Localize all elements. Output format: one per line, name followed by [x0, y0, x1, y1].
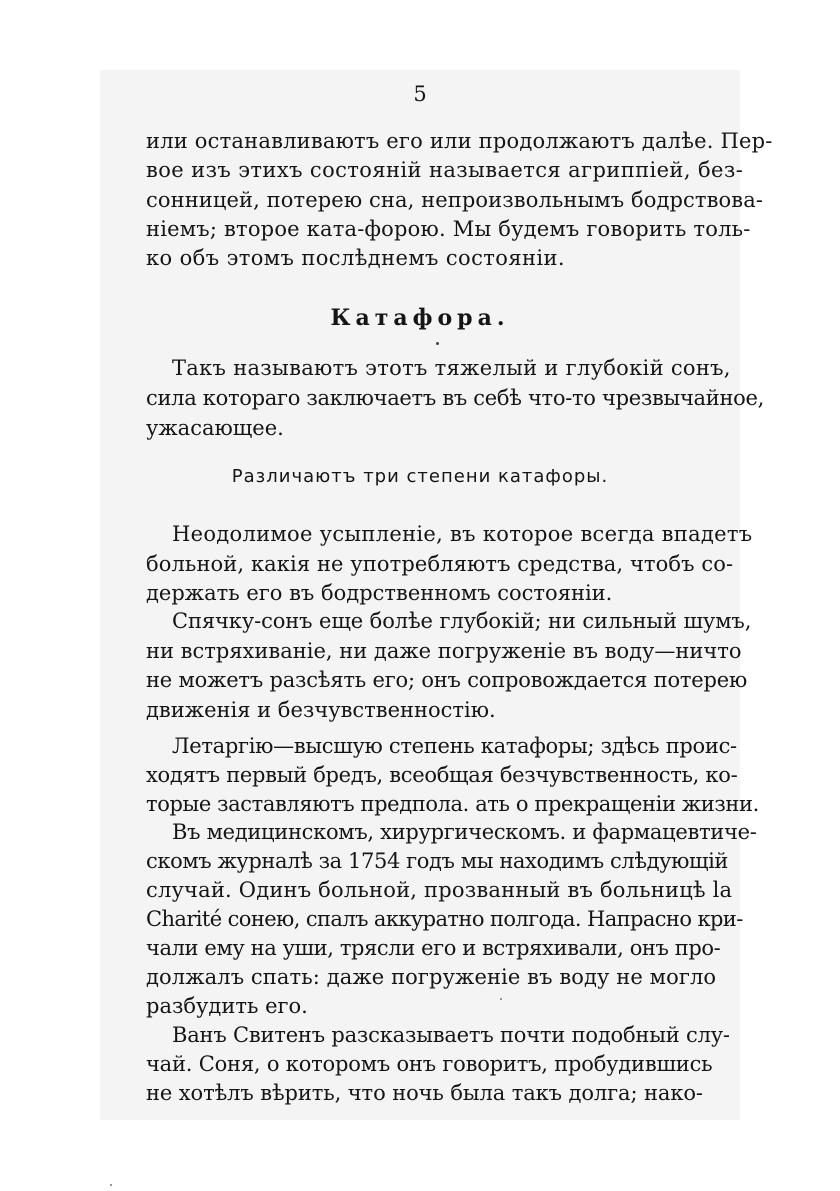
text-line: Неодолимое усыпленiе, въ которое всегда впадетъ [172, 522, 753, 546]
text-line: ходятъ первый бредъ, всеобщая безчувственность, ко- [146, 763, 738, 787]
text-line: скомъ журналѣ за 1754 годъ мы находимъ слѣдующiй [146, 849, 728, 873]
text-line: вое изъ этихъ состоянiй называется агриппiей, без- [146, 158, 744, 182]
text-line: ужасающее. [146, 416, 284, 440]
text-line: держать его въ бодрственномъ состоянiи. [146, 581, 613, 605]
text-line: нiемъ; второе ката-форою. Мы будемъ говорить толь- [146, 217, 751, 241]
text-line: чай. Соня, о которомъ онъ говоритъ, пробудившись [146, 1052, 713, 1076]
text-line: случай. Одинъ больной, прозванный въ больницѣ la [146, 878, 733, 902]
text-line: движенiя и безчувственностiю. [146, 698, 496, 722]
text-line: разбудить его. [146, 994, 308, 1018]
text-line: больной, какiя не употребляютъ средства, чтобъ со- [146, 552, 734, 576]
text-line: Такъ называютъ этотъ тяжелый и глубокiй сонъ, [172, 356, 731, 380]
scan-speck [110, 1184, 112, 1186]
page-number: 5 [413, 82, 427, 106]
text-line: сонницей, потерею сна, непроизвольнымъ бодрствова- [146, 188, 764, 212]
text-line: Charité сонею, спалъ аккуратно полгода. Напрасно кри- [146, 907, 743, 931]
text-line: Ванъ Свитенъ разсказываетъ почти подобный слу- [172, 1023, 730, 1047]
text-line: ко объ этомъ послѣднемъ состоянiи. [146, 246, 565, 270]
text-line: Летаргiю—высшую степень катафоры; здѣсь проис- [172, 734, 737, 758]
text-line: Въ медицинскомъ, хирургическомъ. и фармацевтиче- [172, 820, 757, 844]
text-line: сила котораго заключаетъ въ себѣ что-то чрезвычайное, [146, 386, 765, 410]
text-line: торые заставляютъ предпола. ать о прекращенiи жизни. [146, 792, 759, 816]
scan-speck [500, 998, 502, 1000]
text-line: должалъ спать: даже погруженiе въ воду не могло [146, 965, 717, 989]
text-line: не хотѣлъ вѣрить, что ночь была такъ долга; нако- [146, 1081, 703, 1105]
section-title: Катафора. [330, 305, 510, 331]
text-line: ни встряхиванiе, ни даже погруженiе въ воду—ничто [146, 639, 742, 663]
text-line: не можетъ разсѣять его; онъ сопровождается потерею [146, 668, 748, 692]
decorative-dot [436, 342, 439, 345]
subheading: Различаютъ три степени катафоры. [231, 466, 609, 487]
text-line: чали ему на уши, трясли его и встряхивали, онъ про- [146, 936, 721, 960]
text-line: или останавливаютъ его или продолжаютъ далѣе. Пер- [146, 129, 773, 153]
text-line: Спячку-сонъ еще болѣе глубокiй; ни сильный шумъ, [172, 609, 752, 633]
